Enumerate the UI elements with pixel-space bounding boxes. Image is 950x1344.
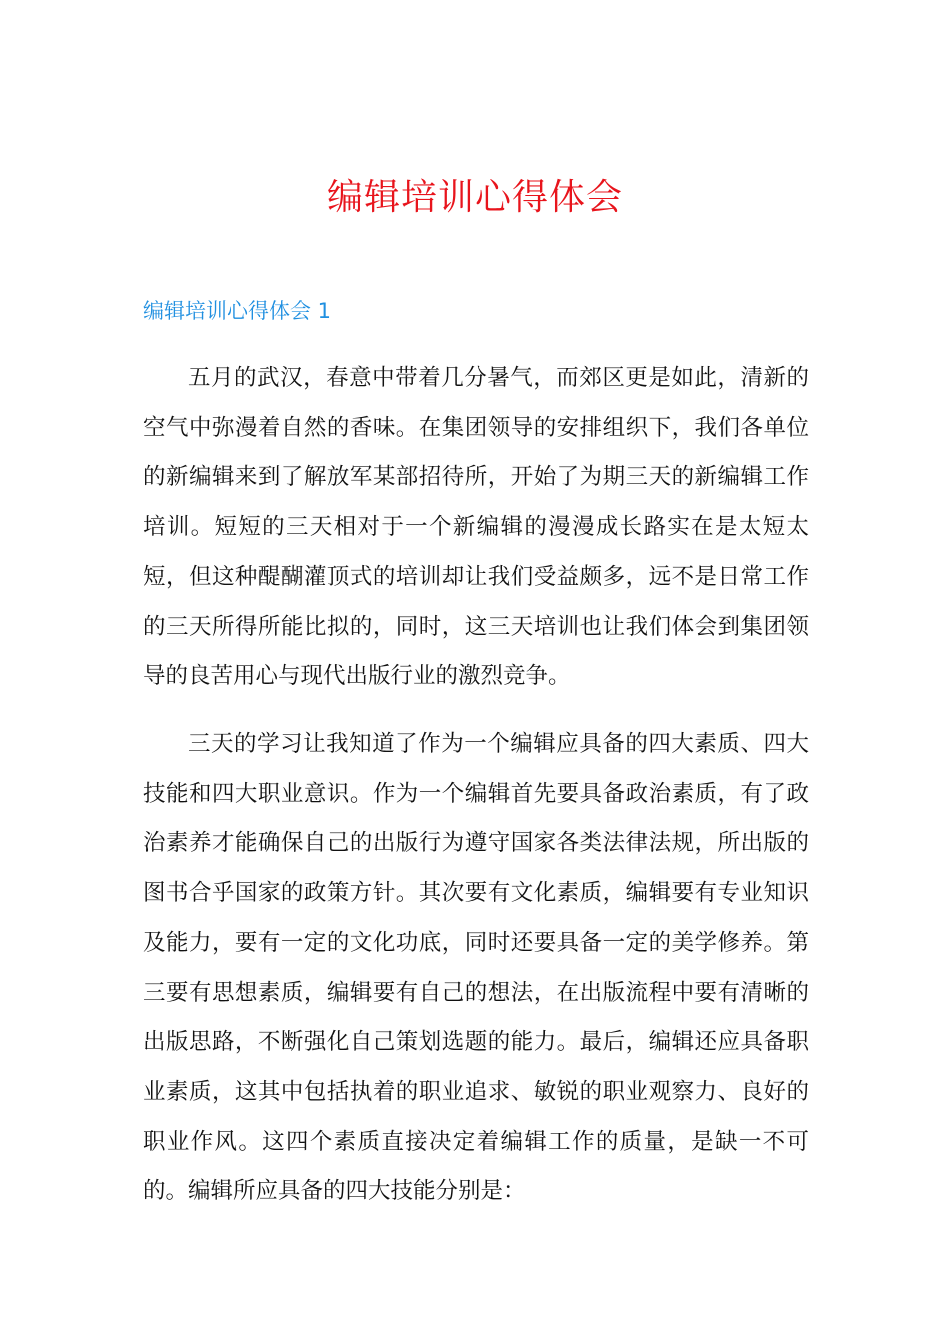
body-paragraph-1-container (143, 354, 809, 702)
body-paragraph-2-container (143, 720, 809, 1217)
body-paragraph: 五月的武汉，春意中带着几分暑气，而郊区更是如此，清新的空气中弥漫着自然的香味。在集团领导的安排组织下，我们各单位的新编辑来到了解放军某部招待所，开始了为期三天的新编辑工作培训。短短的三天相对于一个新编辑的漫漫成长路实在是太短太短，但这种醍醐灌顶式的培训却让我们受益颇多，远不是日常工作的三天所得所能比拟的，同时，这三天培训也让我们体会到集团领导的良苦用心与现代出版行业的激烈竞争。 (143, 365, 809, 690)
document-title: 编辑培训心得体会 (326, 177, 623, 218)
section-heading: 编辑培训心得体会 1 (143, 299, 332, 323)
body-paragraph: 三天的学习让我知道了作为一个编辑应具备的四大素质、四大技能和四大职业意识。作为一个编辑首先要具备政治素质，有了政治素养才能确保自己的出版行为遵守国家各类法律法规，所出版的图书合乎国家的政策方针。其次要有文化素质，编辑要有专业知识及能力，要有一定的文化功底，同时还要具备一定的美学修养。第三要有思想素质，编辑要有自己的想法，在出版流程中要有清晰的出版思路，不断强化自己策划选题的能力。最后，编辑还应具备职业素质，这其中包括执着的职业追求、敏锐的职业观察力、良好的职业作风。这四个素质直接决定着编辑工作的质量，是缺一不可的。编辑所应具备的四大技能分别是： (143, 731, 809, 1205)
